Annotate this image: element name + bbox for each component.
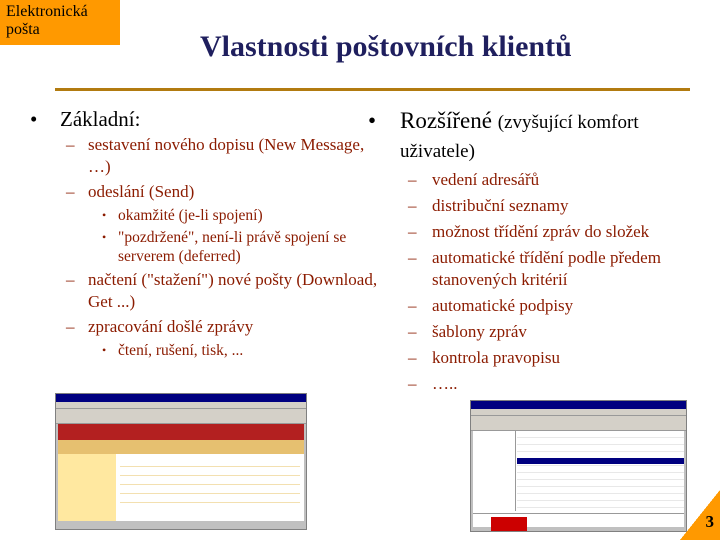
title-divider <box>55 88 690 91</box>
section-tag: Elektronická pošta <box>0 0 120 45</box>
window-menubar <box>471 409 686 416</box>
bullet-icon: • <box>368 108 377 133</box>
sub-list-item-text: "pozdržené", není-li právě spojení se serverem (deferred) <box>118 229 347 265</box>
list-item-text: zpracování došlé zprávy <box>88 317 254 336</box>
message-list <box>517 431 684 511</box>
sub-list-item-text: čtení, rušení, tisk, ... <box>118 342 244 359</box>
advert-logo <box>491 517 527 531</box>
extended-heading-text: Rozšířené <box>400 108 492 133</box>
page-number-corner <box>680 490 720 540</box>
list-item <box>368 321 698 343</box>
selected-message-row <box>517 458 684 464</box>
list-item <box>368 295 698 317</box>
dash-icon: – <box>408 374 417 393</box>
list-item-text: odeslání (Send) <box>88 182 195 201</box>
list-item-text: kontrola pravopisu <box>432 348 560 367</box>
window-titlebar <box>56 394 306 402</box>
list-item <box>368 247 698 291</box>
basic-heading-text: Základní: <box>60 107 141 131</box>
list-item-text: automatické podpisy <box>432 296 574 315</box>
window-toolbar <box>471 416 686 431</box>
extended-features-column <box>368 107 698 395</box>
sub-list-item <box>30 341 390 360</box>
dash-icon: – <box>408 196 417 215</box>
slide-title: Vlastnosti poštovních klientů <box>200 30 572 63</box>
webmail-folders <box>58 454 116 521</box>
webmail-content <box>58 424 304 521</box>
basic-features-column <box>30 107 390 360</box>
dash-icon: – <box>66 135 75 154</box>
dash-icon: – <box>66 270 75 289</box>
webmail-tabs <box>58 440 304 454</box>
list-item <box>30 316 390 338</box>
list-item <box>368 347 698 369</box>
dash-icon: – <box>66 182 75 201</box>
list-item <box>30 181 390 203</box>
basic-heading <box>30 107 390 131</box>
extended-heading <box>368 107 698 165</box>
dash-icon: – <box>408 322 417 341</box>
list-item-text: distribuční seznamy <box>432 196 569 215</box>
window-titlebar <box>471 401 686 409</box>
window-toolbar <box>56 409 306 424</box>
sub-list-item <box>30 206 390 225</box>
sub-list-item <box>30 228 390 266</box>
dash-icon: – <box>408 296 417 315</box>
list-item-text: možnost třídění zpráv do složek <box>432 222 650 241</box>
list-item-text: automatické třídění podle předem stanovených kritérií <box>432 248 661 289</box>
list-item <box>368 169 698 191</box>
webmail-banner <box>58 424 304 440</box>
dash-icon: – <box>408 222 417 241</box>
bullet-icon: • <box>102 343 107 357</box>
mail-client-content <box>473 431 684 527</box>
list-item-text: načtení ("stažení") nové pošty (Download, Get ...) <box>88 270 378 311</box>
page-number: 3 <box>705 512 714 531</box>
mail-client-screenshot <box>470 400 687 532</box>
webmail-screenshot <box>55 393 307 530</box>
dash-icon: – <box>408 170 417 189</box>
list-item <box>30 269 390 313</box>
bullet-icon: • <box>102 230 107 244</box>
list-item-text: sestavení nového dopisu (New Message, …) <box>88 135 365 176</box>
list-item-text: ….. <box>432 374 458 393</box>
dash-icon: – <box>408 348 417 367</box>
list-item <box>368 221 698 243</box>
extended-heading-note: (zvyšující komfort uživatele) <box>400 112 639 162</box>
bullet-icon: • <box>102 208 107 222</box>
list-item <box>368 195 698 217</box>
sub-list-item-text: okamžité (je-li spojení) <box>118 207 263 224</box>
list-item <box>30 134 390 178</box>
dash-icon: – <box>408 248 417 267</box>
list-item-text: šablony zpráv <box>432 322 527 341</box>
list-item-text: vedení adresářů <box>432 170 540 189</box>
bullet-icon: • <box>30 107 38 131</box>
window-menubar <box>56 402 306 409</box>
list-item <box>368 373 698 395</box>
webmail-message-list <box>120 458 300 508</box>
dash-icon: – <box>66 317 75 336</box>
folder-tree <box>473 431 516 511</box>
